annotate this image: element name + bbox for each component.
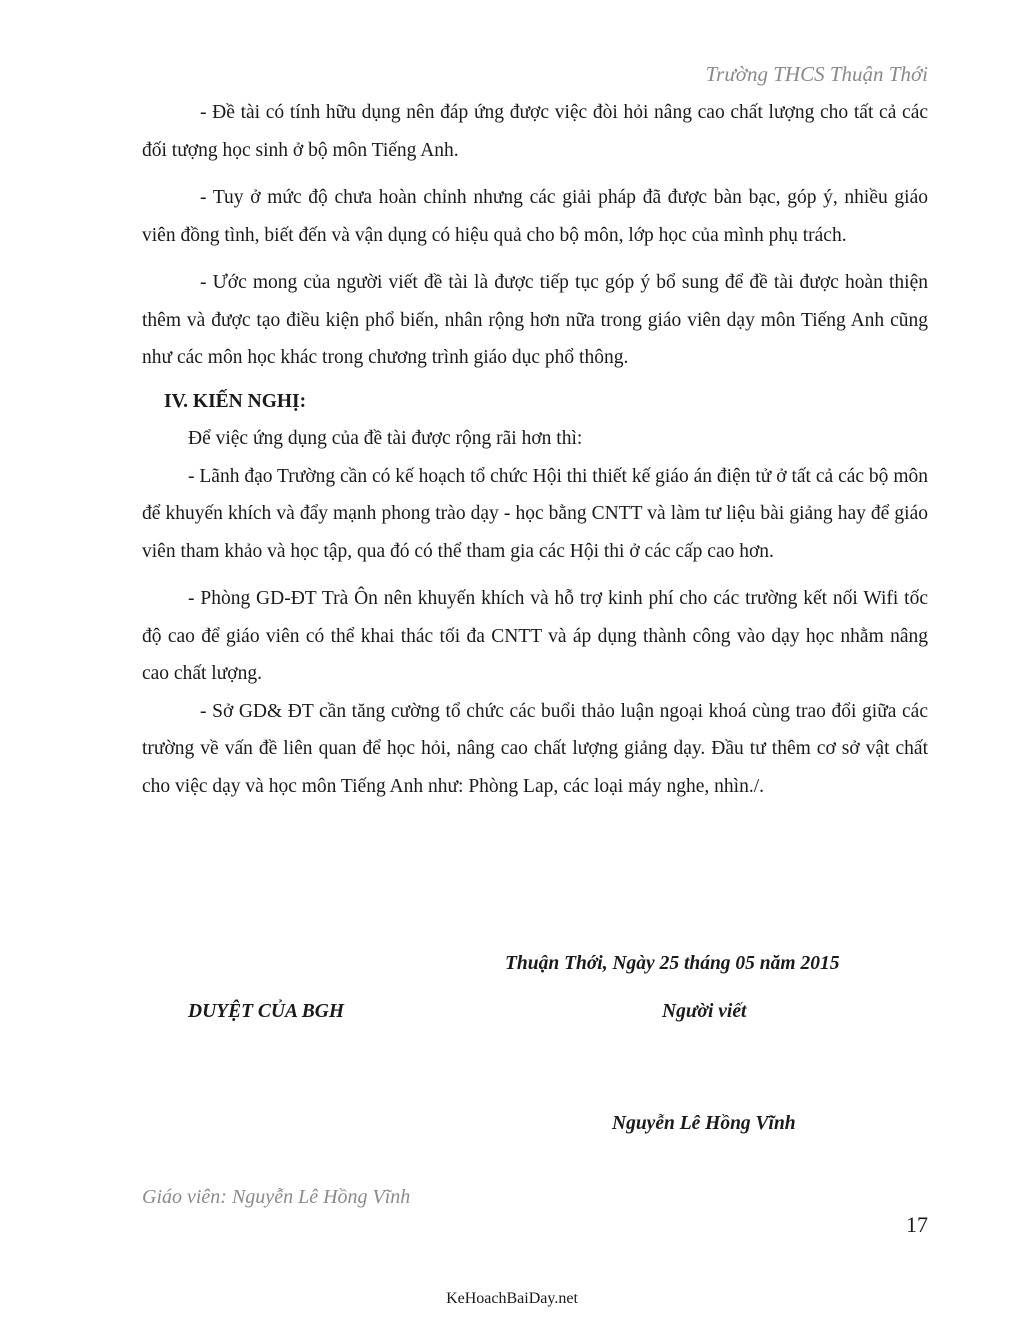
signature-writer-title: Người viết [662,1001,747,1022]
signature-writer-name: Nguyễn Lê Hồng Vĩnh [612,1113,796,1134]
header-school-name: Trường THCS Thuận Thới [705,62,928,86]
footer-teacher: Giáo viên: Nguyễn Lê Hồng Vĩnh [142,1186,411,1208]
signature-approval-title: DUYỆT CỦA BGH [188,1001,345,1022]
watermark-site: KeHoachBaiDay.net [446,1290,578,1307]
recommendation-item: - Sở GD& ĐT cần tăng cường tổ chức các buổi thảo luận ngoại khoá cùng trao đổi giữa các trường về vấn đề liên quan để học hỏi, nâng cao chất lượng giảng dạy. Đầu tư thêm cơ sở vật chất cho việc dạy và học môn Tiếng Anh như: Phòng Lap, các loại máy nghe, nhìn./. [142,700,928,797]
paragraph-solutions: - Tuy ở mức độ chưa hoàn chỉnh nhưng các giải pháp đã được bàn bạc, góp ý, nhiều giáo viên đồng tình, biết đến và vận dụng có hiệu quả cho bộ môn, lớp học của mình phụ trách. [142,187,928,246]
paragraph-hope: - Ước mong của người viết đề tài là được tiếp tục góp ý bổ sung để đề tài được hoàn thiện thêm và được tạo điều kiện phổ biến, nhân rộng hơn nữa trong giáo viên dạy môn Tiếng Anh cũng như các môn học khác trong chương trình giáo dục phổ thông. [142,272,928,368]
section-intro: Để việc ứng dụng của đề tài được rộng rãi hơn thì: [188,428,583,449]
page-number: 17 [906,1212,928,1237]
signature-date: Thuận Thới, Ngày 25 tháng 05 năm 2015 [505,953,840,974]
section-heading: IV. KIẾN NGHỊ: [164,390,307,412]
recommendation-item: - Lãnh đạo Trường cần có kế hoạch tổ chức Hội thi thiết kế giáo án điện tử ở tất cả các bộ môn để khuyến khích và đẩy mạnh phong trào dạy - học bằng CNTT và làm tư liệu bài giảng hay để giáo viên tham khảo và học tập, qua đó có thể tham gia các Hội thi ở các cấp cao hơn. [142,465,928,562]
paragraph-usefulness: - Đề tài có tính hữu dụng nên đáp ứng được việc đòi hỏi nâng cao chất lượng cho tất cả các đối tượng học sinh ở bộ môn Tiếng Anh. [142,102,928,161]
recommendation-item: - Phòng GD-ĐT Trà Ôn nên khuyến khích và hỗ trợ kinh phí cho các trường kết nối Wifi tốc độ cao để giáo viên có thể khai thác tối đa CNTT và áp dụng thành công vào dạy học nhằm nâng cao chất lượng. [142,588,928,684]
document-body [142,94,928,805]
